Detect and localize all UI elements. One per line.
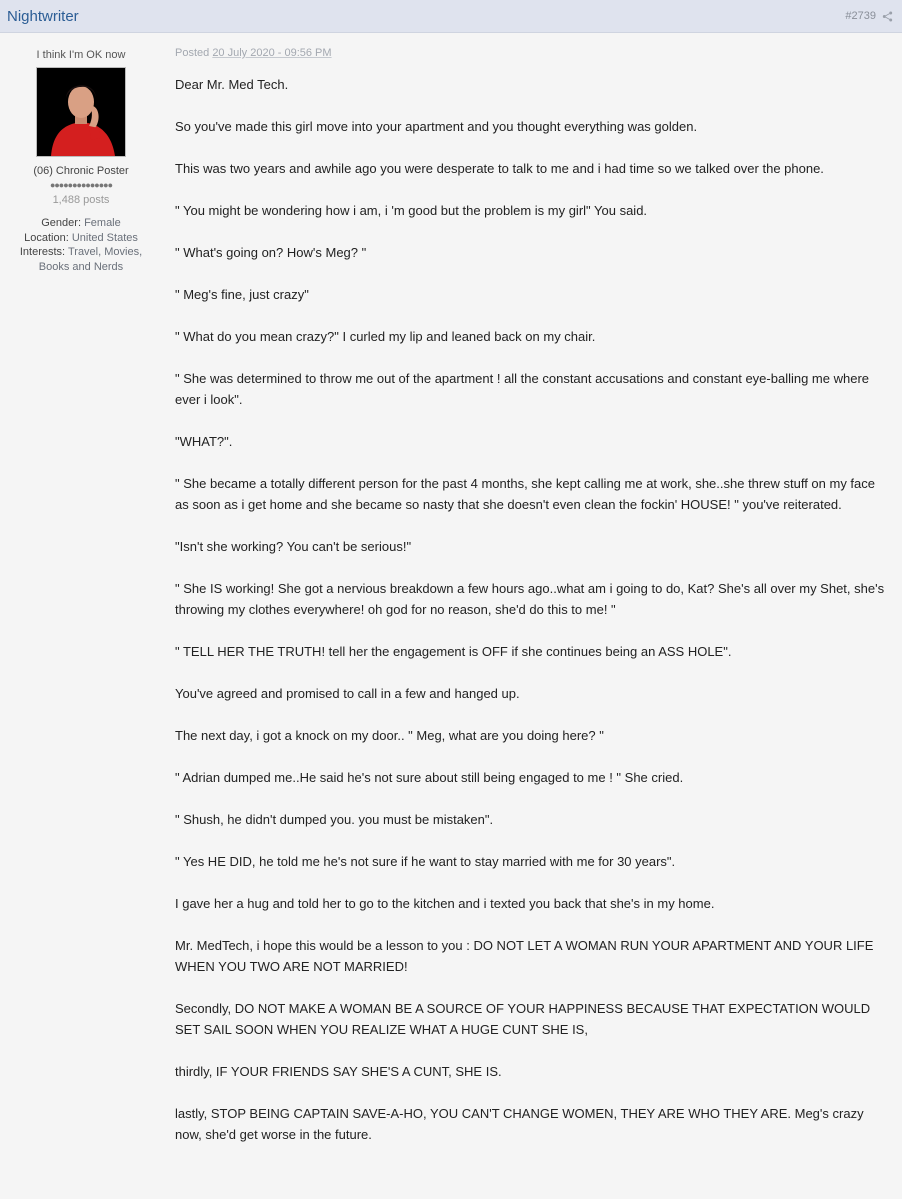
- post-paragraph: Secondly, DO NOT MAKE A WOMAN BE A SOURCE OF YOUR HAPPINESS BECAUSE THAT EXPECTATION WOULD SET SAIL SOON WHEN YOU REALIZE WHAT A HUGE CUNT SHE IS,: [175, 1001, 871, 1037]
- post-content: [175, 74, 887, 1145]
- user-title: I think I'm OK now: [36, 49, 126, 61]
- gender-row: [0, 216, 162, 231]
- post-body: [175, 47, 887, 1166]
- author-sidebar: [0, 33, 162, 274]
- avatar-image: [37, 68, 125, 156]
- post-paragraph: Dear Mr. Med Tech.: [175, 77, 289, 92]
- post-paragraph: "WHAT?".: [175, 434, 233, 449]
- location-row: [0, 231, 162, 246]
- location-value: United States: [71, 231, 138, 244]
- username-link[interactable]: Nightwriter: [7, 7, 79, 25]
- posted-label: Posted: [175, 47, 210, 59]
- post-header: [0, 0, 902, 33]
- gender-value: Female: [84, 217, 121, 229]
- post-paragraph: I gave her a hug and told her to go to the kitchen and i texted you back that she's in my home.: [175, 896, 715, 911]
- user-rank: (06) Chronic Poster: [33, 165, 129, 177]
- post-paragraph: " Shush, he didn't dumped you. you must be mistaken".: [175, 812, 494, 827]
- rank-pips: ●●●●●●●●●●●●●●: [49, 180, 113, 190]
- post-paragraph: The next day, i got a knock on my door.. " Meg, what are you doing here? ": [175, 728, 604, 743]
- post-paragraph: " Yes HE DID, he told me he's not sure if he want to stay married with me for 30 years".: [175, 854, 676, 869]
- post-paragraph: thirdly, IF YOUR FRIENDS SAY SHE'S A CUNT, SHE IS.: [175, 1064, 502, 1079]
- user-meta: [0, 216, 162, 274]
- posted-date-link[interactable]: 20 July 2020 - 09:56 PM: [212, 47, 332, 59]
- post-paragraph: " She IS working! She got a nervious breakdown a few hours ago..what am i going to do, Kat? She's all over my Shet, she's throwing my clothes everywhere! oh god for no reason, she'd do this to me! ": [175, 581, 885, 617]
- post-date: [175, 47, 887, 59]
- post-paragraph: This was two years and awhile ago you were desperate to talk to me and i had time so we talked over the phone.: [175, 161, 824, 176]
- location-label: Location:: [24, 231, 69, 244]
- post-paragraph: " TELL HER THE TRUTH! tell her the engagement is OFF if she continues being an ASS HOLE".: [175, 644, 732, 659]
- post-paragraph: "Isn't she working? You can't be serious!": [175, 539, 412, 554]
- post-paragraph: You've agreed and promised to call in a few and hanged up.: [175, 686, 520, 701]
- interests-value-1: Travel, Movies,: [67, 246, 143, 258]
- interests-label: Interests:: [19, 246, 66, 258]
- avatar[interactable]: [36, 67, 126, 157]
- interests-row: [0, 245, 162, 260]
- post-paragraph: " She became a totally different person for the past 4 months, she kept calling me at work, she..she threw stuff on my face as soon as i get home and she became so nasty that she doesn't even clean the fockin' HOUSE! " you've reiterated.: [175, 476, 876, 512]
- post-number[interactable]: #2739: [845, 10, 876, 22]
- post-count: 1,488 posts: [52, 194, 110, 206]
- post-paragraph: " What's going on? How's Meg? ": [175, 245, 367, 260]
- post-paragraph: " Adrian dumped me..He said he's not sure about still being engaged to me ! " She cried.: [175, 770, 684, 785]
- share-icon[interactable]: [882, 11, 893, 22]
- post-number-wrap: [845, 10, 893, 22]
- post-paragraph: " What do you mean crazy?" I curled my lip and leaned back on my chair.: [175, 329, 596, 344]
- post-paragraph: So you've made this girl move into your apartment and you thought everything was golden.: [175, 119, 698, 134]
- post-paragraph: " You might be wondering how i am, i 'm good but the problem is my girl" You said.: [175, 203, 648, 218]
- post-paragraph: " Meg's fine, just crazy": [175, 287, 309, 302]
- post-paragraph: lastly, STOP BEING CAPTAIN SAVE-A-HO, YOU CAN'T CHANGE WOMEN, THEY ARE WHO THEY ARE. Meg's crazy now, she'd get worse in the future.: [175, 1106, 864, 1142]
- interests-value-2: Books and Nerds: [38, 260, 124, 273]
- post-paragraph: " She was determined to throw me out of the apartment ! all the constant accusations and constant eye-balling me where ever i look".: [175, 371, 870, 407]
- gender-label: Gender:: [41, 217, 81, 229]
- post-paragraph: Mr. MedTech, i hope this would be a lesson to you : DO NOT LET A WOMAN RUN YOUR APARTMENT AND YOUR LIFE WHEN YOU TWO ARE NOT MARRIED!: [175, 938, 874, 974]
